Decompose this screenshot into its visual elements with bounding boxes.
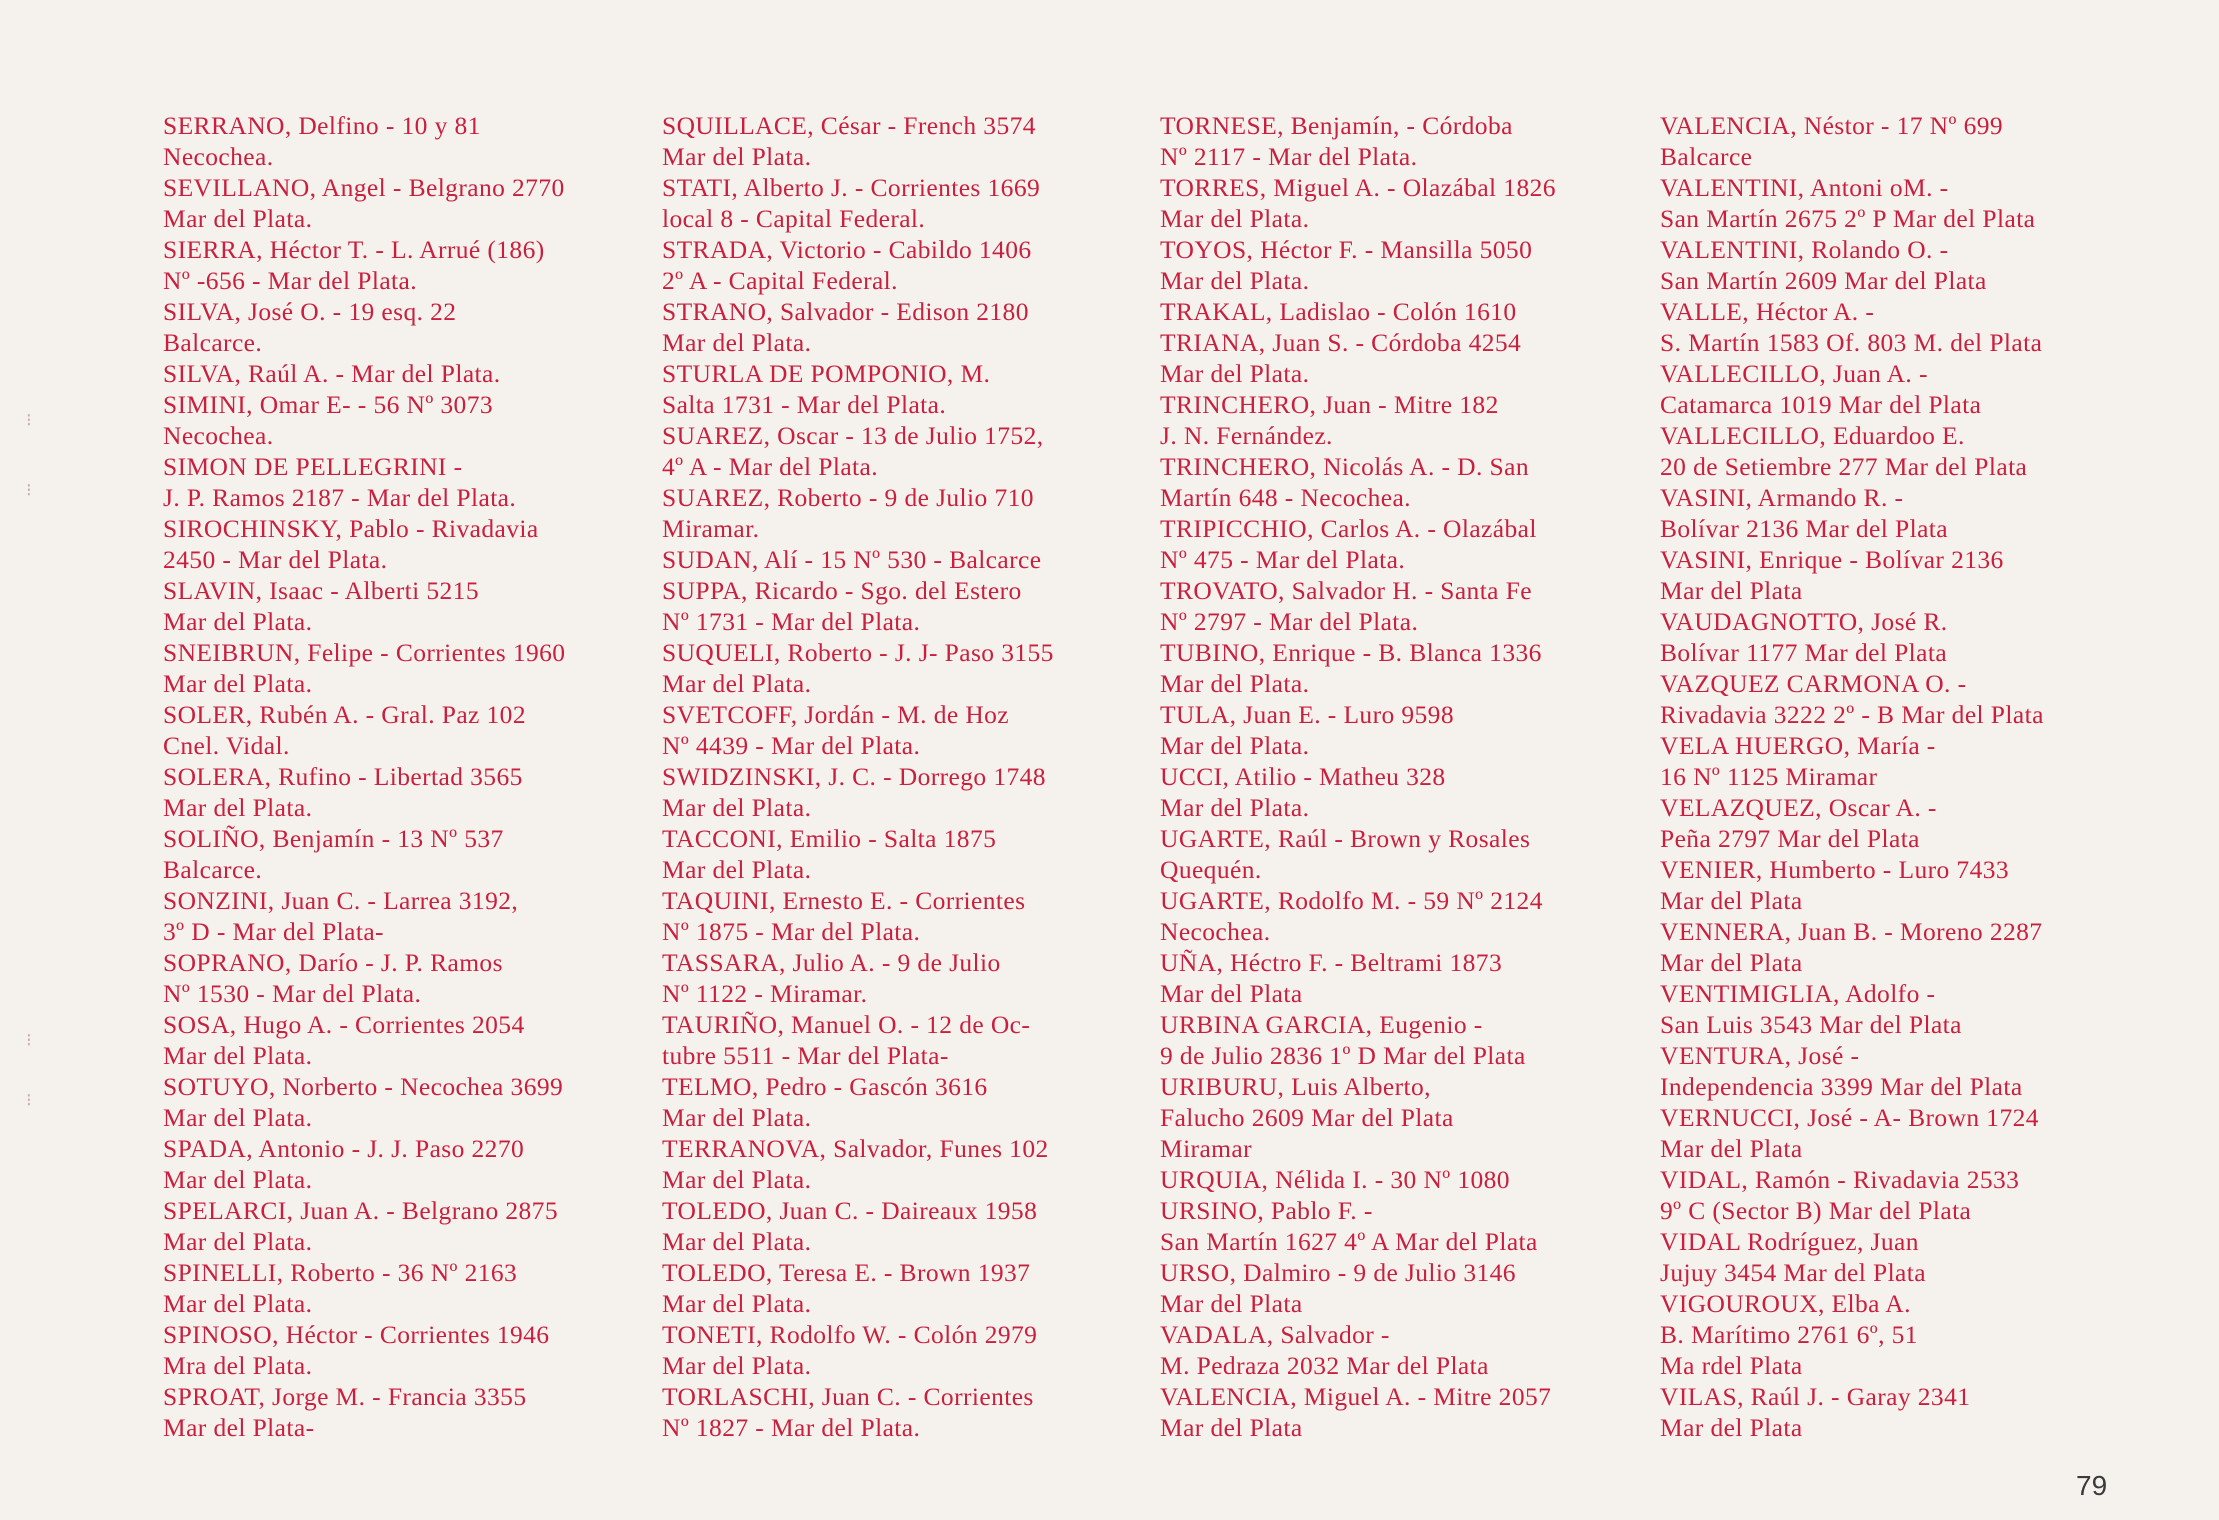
binding-hole-mark: ⁝	[26, 410, 32, 430]
directory-line: J. P. Ramos 2187 - Mar del Plata.	[163, 483, 517, 512]
directory-line: VALLE, Héctor A. -	[1660, 297, 1875, 326]
directory-line: Balcarce.	[163, 328, 263, 357]
directory-line: Bolívar 2136 Mar del Plata	[1660, 514, 1949, 543]
directory-line: Mar del Plata.	[662, 669, 812, 698]
directory-line: TORNESE, Benjamín, - Córdoba	[1160, 111, 1513, 140]
directory-line: STURLA DE POMPONIO, M.	[662, 359, 991, 388]
directory-line: SOSA, Hugo A. - Corrientes 2054	[163, 1010, 525, 1039]
directory-line: TRINCHERO, Juan - Mitre 182	[1160, 390, 1499, 419]
column-4	[1660, 110, 2140, 1443]
directory-line: Mar del Plata.	[662, 1165, 812, 1194]
directory-line: Mar del Plata.	[163, 1103, 313, 1132]
directory-line: Mar del Plata.	[163, 1227, 313, 1256]
directory-line: URBINA GARCIA, Eugenio -	[1160, 1010, 1483, 1039]
directory-line: SOLERA, Rufino - Libertad 3565	[163, 762, 523, 791]
column-1	[163, 110, 633, 1443]
binding-hole-mark: ⁝	[26, 1090, 32, 1110]
directory-line: 9 de Julio 2836 1º D Mar del Plata	[1160, 1041, 1526, 1070]
binding-hole-mark: ⁝	[26, 480, 32, 500]
directory-line: SPADA, Antonio - J. J. Paso 2270	[163, 1134, 525, 1163]
directory-line: San Martín 2609 Mar del Plata	[1660, 266, 1987, 295]
directory-line: Balcarce	[1660, 142, 1753, 171]
directory-line: Mar del Plata.	[1160, 731, 1310, 760]
directory-line: TOLEDO, Juan C. - Daireaux 1958	[662, 1196, 1038, 1225]
directory-line: VASINI, Enrique - Bolívar 2136	[1660, 545, 2004, 574]
directory-line: Mar del Plata.	[163, 793, 313, 822]
directory-line: VIDAL, Ramón - Rivadavia 2533	[1660, 1165, 2020, 1194]
directory-line: SPINELLI, Roberto - 36 Nº 2163	[163, 1258, 518, 1287]
directory-line: 2º A - Capital Federal.	[662, 266, 898, 295]
directory-line: Salta 1731 - Mar del Plata.	[662, 390, 947, 419]
directory-line: VILAS, Raúl J. - Garay 2341	[1660, 1382, 1971, 1411]
directory-line: Jujuy 3454 Mar del Plata	[1660, 1258, 1926, 1287]
directory-line: Mar del Plata	[1660, 948, 1803, 977]
directory-line: SIMINI, Omar E- - 56 Nº 3073	[163, 390, 494, 419]
directory-line: Balcarce.	[163, 855, 263, 884]
directory-line: SOLER, Rubén A. - Gral. Paz 102	[163, 700, 526, 729]
directory-line: TAURIÑO, Manuel O. - 12 de Oc-	[662, 1010, 1031, 1039]
directory-line: TULA, Juan E. - Luro 9598	[1160, 700, 1454, 729]
directory-line: VALENTINI, Rolando O. -	[1660, 235, 1949, 264]
directory-line: TRIPICCHIO, Carlos A. - Olazábal	[1160, 514, 1537, 543]
directory-line: Nº 1827 - Mar del Plata.	[662, 1413, 921, 1442]
directory-line: VENNERA, Juan B. - Moreno 2287	[1660, 917, 2043, 946]
directory-line: SLAVIN, Isaac - Alberti 5215	[163, 576, 479, 605]
directory-line: Mar del Plata	[1160, 1289, 1303, 1318]
directory-line: TRINCHERO, Nicolás A. - D. San	[1160, 452, 1529, 481]
directory-line: Mar del Plata.	[662, 1289, 812, 1318]
directory-line: Mar del Plata	[1660, 886, 1803, 915]
directory-line: Peña 2797 Mar del Plata	[1660, 824, 1920, 853]
directory-line: TORLASCHI, Juan C. - Corrientes	[662, 1382, 1034, 1411]
directory-line: Nº 4439 - Mar del Plata.	[662, 731, 921, 760]
directory-line: VAUDAGNOTTO, José R.	[1660, 607, 1948, 636]
directory-line: local 8 - Capital Federal.	[662, 204, 926, 233]
column-3	[1160, 110, 1630, 1443]
directory-line: SUAREZ, Roberto - 9 de Julio 710	[662, 483, 1034, 512]
directory-line: Nº -656 - Mar del Plata.	[163, 266, 418, 295]
directory-line: VALENCIA, Miguel A. - Mitre 2057	[1160, 1382, 1552, 1411]
directory-line: Mar del Plata.	[163, 607, 313, 636]
directory-line: Catamarca 1019 Mar del Plata	[1660, 390, 1982, 419]
directory-line: Mar del Plata	[1660, 1413, 1803, 1442]
directory-line: TUBINO, Enrique - B. Blanca 1336	[1160, 638, 1542, 667]
directory-line: Mar del Plata	[1160, 979, 1303, 1008]
directory-line: VERNUCCI, José - A- Brown 1724	[1660, 1103, 2039, 1132]
directory-line: TACCONI, Emilio - Salta 1875	[662, 824, 997, 853]
directory-line: tubre 5511 - Mar del Plata-	[662, 1041, 949, 1070]
directory-line: SUPPA, Ricardo - Sgo. del Estero	[662, 576, 1022, 605]
directory-line: Mar del Plata.	[1160, 359, 1310, 388]
directory-line: SUAREZ, Oscar - 13 de Julio 1752,	[662, 421, 1044, 450]
directory-line: Nº 1875 - Mar del Plata.	[662, 917, 921, 946]
directory-line: SILVA, Raúl A. - Mar del Plata.	[163, 359, 501, 388]
directory-line: Nº 1122 - Miramar.	[662, 979, 868, 1008]
directory-line: Mar del Plata-	[163, 1413, 315, 1442]
directory-line: VIDAL Rodríguez, Juan	[1660, 1227, 1919, 1256]
directory-line: TOLEDO, Teresa E. - Brown 1937	[662, 1258, 1031, 1287]
directory-line: Necochea.	[163, 142, 274, 171]
directory-line: Mar del Plata.	[662, 793, 812, 822]
directory-line: VASINI, Armando R. -	[1660, 483, 1904, 512]
directory-line: SVETCOFF, Jordán - M. de Hoz	[662, 700, 1010, 729]
directory-line: Bolívar 1177 Mar del Plata	[1660, 638, 1948, 667]
directory-line: Falucho 2609 Mar del Plata	[1160, 1103, 1454, 1132]
directory-line: TRAKAL, Ladislao - Colón 1610	[1160, 297, 1517, 326]
directory-line: Mar del Plata.	[662, 328, 812, 357]
directory-line: VALLECILLO, Eduardoo E.	[1660, 421, 1965, 450]
directory-line: VENTIMIGLIA, Adolfo -	[1660, 979, 1936, 1008]
directory-line: VALENTINI, Antoni oM. -	[1660, 173, 1949, 202]
directory-line: VIGOUROUX, Elba A.	[1660, 1289, 1911, 1318]
directory-line: Miramar	[1160, 1134, 1253, 1163]
directory-line: SUQUELI, Roberto - J. J- Paso 3155	[662, 638, 1054, 667]
directory-line: SIMON DE PELLEGRINI -	[163, 452, 463, 481]
directory-line: Mar del Plata.	[163, 204, 313, 233]
directory-line: San Martín 1627 4º A Mar del Plata	[1160, 1227, 1538, 1256]
directory-line: Ma rdel Plata	[1660, 1351, 1803, 1380]
directory-line: SPROAT, Jorge M. - Francia 3355	[163, 1382, 527, 1411]
directory-line: Cnel. Vidal.	[163, 731, 290, 760]
directory-line: TERRANOVA, Salvador, Funes 102	[662, 1134, 1049, 1163]
directory-line: URSINO, Pablo F. -	[1160, 1196, 1373, 1225]
directory-line: STRADA, Victorio - Cabildo 1406	[662, 235, 1032, 264]
directory-line: UCCI, Atilio - Matheu 328	[1160, 762, 1446, 791]
directory-line: VELAZQUEZ, Oscar A. -	[1660, 793, 1937, 822]
directory-line: Mar del Plata.	[662, 1351, 812, 1380]
directory-line: URIBURU, Luis Alberto,	[1160, 1072, 1431, 1101]
directory-line: Independencia 3399 Mar del Plata	[1660, 1072, 2023, 1101]
directory-line: Mar del Plata	[1160, 1413, 1303, 1442]
directory-line: 16 Nº 1125 Miramar	[1660, 762, 1878, 791]
directory-line: M. Pedraza 2032 Mar del Plata	[1160, 1351, 1489, 1380]
directory-line: TOYOS, Héctor F. - Mansilla 5050	[1160, 235, 1533, 264]
directory-line: STRANO, Salvador - Edison 2180	[662, 297, 1029, 326]
directory-line: Mar del Plata.	[662, 1103, 812, 1132]
directory-line: Mar del Plata.	[1160, 793, 1310, 822]
directory-line: SWIDZINSKI, J. C. - Dorrego 1748	[662, 762, 1046, 791]
directory-line: Quequén.	[1160, 855, 1262, 884]
page-number: 79	[2076, 1470, 2108, 1501]
directory-line: VADALA, Salvador -	[1160, 1320, 1390, 1349]
directory-line: VALLECILLO, Juan A. -	[1660, 359, 1928, 388]
directory-line: Mar del Plata.	[163, 1289, 313, 1318]
directory-line: Necochea.	[163, 421, 274, 450]
directory-line: SILVA, José O. - 19 esq. 22	[163, 297, 457, 326]
directory-line: Miramar.	[662, 514, 760, 543]
directory-line: 3º D - Mar del Plata-	[163, 917, 384, 946]
directory-line: URSO, Dalmiro - 9 de Julio 3146	[1160, 1258, 1516, 1287]
directory-line: UGARTE, Raúl - Brown y Rosales	[1160, 824, 1531, 853]
directory-line: VENTURA, José -	[1660, 1041, 1860, 1070]
directory-line: 4º A - Mar del Plata.	[662, 452, 879, 481]
directory-line: SPELARCI, Juan A. - Belgrano 2875	[163, 1196, 558, 1225]
directory-line: Mar del Plata.	[1160, 204, 1310, 233]
directory-line: VELA HUERGO, María -	[1660, 731, 1936, 760]
directory-line: Mar del Plata	[1660, 1134, 1803, 1163]
directory-line: SPINOSO, Héctor - Corrientes 1946	[163, 1320, 550, 1349]
directory-line: TRIANA, Juan S. - Córdoba 4254	[1160, 328, 1522, 357]
directory-line: STATI, Alberto J. - Corrientes 1669	[662, 173, 1041, 202]
directory-line: SNEIBRUN, Felipe - Corrientes 1960	[163, 638, 566, 667]
directory-line: TASSARA, Julio A. - 9 de Julio	[662, 948, 1001, 977]
directory-line: TELMO, Pedro - Gascón 3616	[662, 1072, 988, 1101]
binding-hole-mark: ⁝	[26, 1030, 32, 1050]
directory-line: Mar del Plata.	[1160, 266, 1310, 295]
directory-line: B. Marítimo 2761 6º, 51	[1660, 1320, 1918, 1349]
directory-line: SERRANO, Delfino - 10 y 81	[163, 111, 481, 140]
directory-line: Necochea.	[1160, 917, 1271, 946]
directory-line: S. Martín 1583 Of. 803 M. del Plata	[1660, 328, 2043, 357]
directory-line: Nº 2117 - Mar del Plata.	[1160, 142, 1418, 171]
directory-line: San Luis 3543 Mar del Plata	[1660, 1010, 1962, 1039]
directory-line: Mar del Plata.	[163, 1041, 313, 1070]
directory-line: Nº 1731 - Mar del Plata.	[662, 607, 921, 636]
directory-line: Mar del Plata.	[163, 669, 313, 698]
directory-line: Mar del Plata.	[1160, 669, 1310, 698]
directory-line: Mra del Plata.	[163, 1351, 313, 1380]
directory-line: VAZQUEZ CARMONA O. -	[1660, 669, 1967, 698]
directory-line: TONETI, Rodolfo W. - Colón 2979	[662, 1320, 1038, 1349]
directory-line: 20 de Setiembre 277 Mar del Plata	[1660, 452, 2028, 481]
directory-line: Nº 2797 - Mar del Plata.	[1160, 607, 1419, 636]
directory-line: San Martín 2675 2º P Mar del Plata	[1660, 204, 2036, 233]
directory-line: VALENCIA, Néstor - 17 Nº 699	[1660, 111, 2004, 140]
directory-line: SQUILLACE, César - French 3574	[662, 111, 1036, 140]
directory-line: Mar del Plata.	[662, 142, 812, 171]
directory-line: Nº 475 - Mar del Plata.	[1160, 545, 1406, 574]
directory-line: UGARTE, Rodolfo M. - 59 Nº 2124	[1160, 886, 1543, 915]
directory-line: TAQUINI, Ernesto E. - Corrientes	[662, 886, 1026, 915]
directory-line: VENIER, Humberto - Luro 7433	[1660, 855, 2010, 884]
directory-line: SIROCHINSKY, Pablo - Rivadavia	[163, 514, 539, 543]
directory-line: J. N. Fernández.	[1160, 421, 1333, 450]
directory-line: Nº 1530 - Mar del Plata.	[163, 979, 422, 1008]
directory-line: URQUIA, Nélida I. - 30 Nº 1080	[1160, 1165, 1510, 1194]
directory-line: Rivadavia 3222 2º - B Mar del Plata	[1660, 700, 2044, 729]
directory-line: SONZINI, Juan C. - Larrea 3192,	[163, 886, 519, 915]
directory-line: Mar del Plata.	[662, 1227, 812, 1256]
directory-line: UÑA, Héctro F. - Beltrami 1873	[1160, 948, 1503, 977]
directory-line: Mar del Plata	[1660, 576, 1803, 605]
directory-line: Mar del Plata.	[662, 855, 812, 884]
directory-line: SUDAN, Alí - 15 Nº 530 - Balcarce	[662, 545, 1042, 574]
directory-line: Mar del Plata.	[163, 1165, 313, 1194]
directory-line: SOPRANO, Darío - J. P. Ramos	[163, 948, 503, 977]
directory-line: 9º C (Sector B) Mar del Plata	[1660, 1196, 1972, 1225]
directory-line: Martín 648 - Necochea.	[1160, 483, 1411, 512]
directory-line: TORRES, Miguel A. - Olazábal 1826	[1160, 173, 1556, 202]
column-2	[662, 110, 1132, 1443]
directory-line: TROVATO, Salvador H. - Santa Fe	[1160, 576, 1532, 605]
directory-line: SOTUYO, Norberto - Necochea 3699	[163, 1072, 564, 1101]
directory-line: SOLIÑO, Benjamín - 13 Nº 537	[163, 824, 504, 853]
directory-line: SIERRA, Héctor T. - L. Arrué (186)	[163, 235, 545, 264]
directory-line: SEVILLANO, Angel - Belgrano 2770	[163, 173, 565, 202]
directory-line: 2450 - Mar del Plata.	[163, 545, 388, 574]
